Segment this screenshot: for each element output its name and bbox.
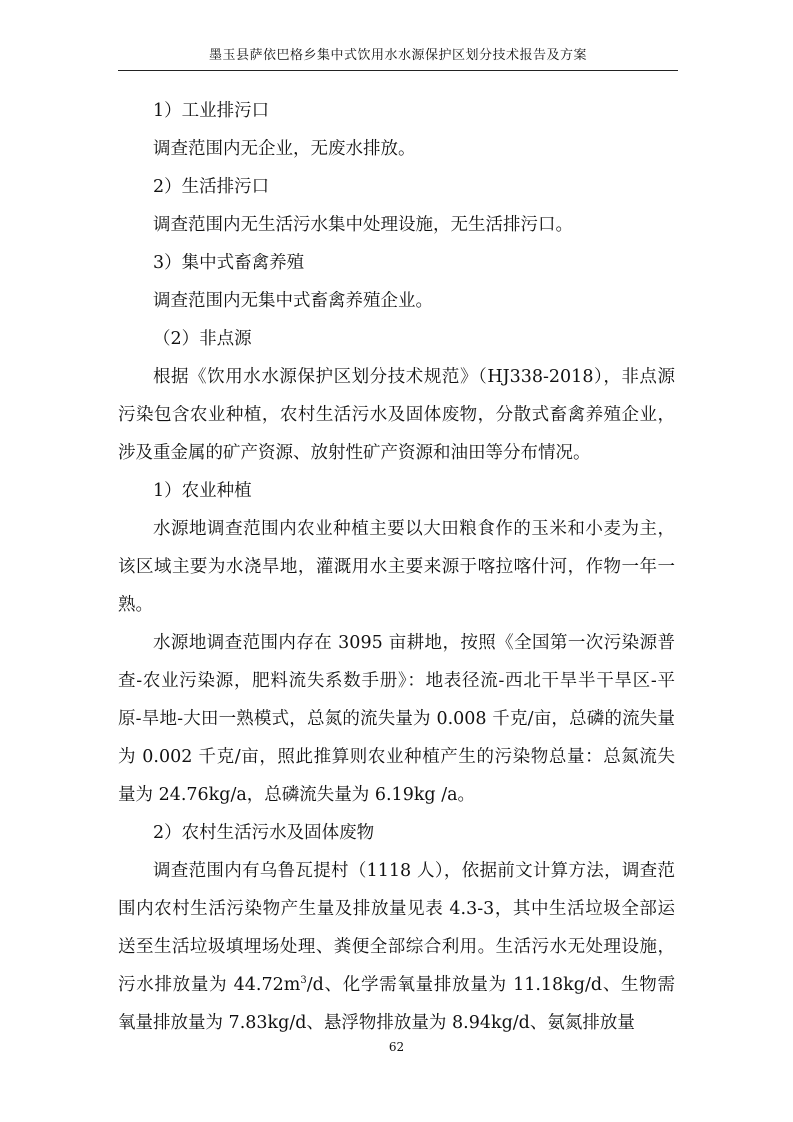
heading-rural-sewage: 2）农村生活污水及固体废物 [153,823,375,843]
heading-domestic-outfall: 2）生活排污口 [153,177,270,197]
header-rule [118,70,678,71]
page-number: 62 [388,1040,405,1054]
text-run: /d、化学需氧量排放量为 11.18kg/d、生物需氧量排放量为 7.83kg/d、悬浮物排放量为 8.94kg/d、氨氮排放量 [118,975,675,1033]
body-text [118,92,675,1042]
paragraph: 调查范围内无生活污水集中处理设施，无生活排污口。 [153,215,573,235]
paragraph: 调查范围内无企业，无废水排放。 [153,139,416,159]
paragraph: 根据《饮用水水源保护区划分技术规范》（HJ338-2018），非点源污染包含农业种植，农村生活污水及固体废物，分散式畜禽养殖企业，涉及重金属的矿产资源、放射性矿产资源和油田等分布情况。 [118,367,675,463]
heading-agriculture: 1）农业种植 [153,481,252,501]
superscript: 3 [300,975,307,987]
heading-livestock: 3）集中式畜禽养殖 [153,253,305,273]
running-header: 墨玉县萨依巴格乡集中式饮用水水源保护区划分技术报告及方案 [208,48,587,63]
paragraph: 水源地调查范围内存在 3095 亩耕地，按照《全国第一次污染源普查-农业污染源，肥料流失系数手册》：地表径流-西北干旱半干旱区-平原-旱地-大田一熟模式，总氮的流失量为 0.008 千克/亩，总磷的流失量为 0.002 千克/亩，照此推算则农业种植产生的污染物总量：总氮流失量为 24.76kg/a，总磷流失量为 6.19kg /a。 [118,633,675,805]
paragraph-rural-sewage [118,852,675,1042]
paragraph: 水源地调查范围内农业种植主要以大田粮食作的玉米和小麦为主，该区域主要为水浇旱地，灌溉用水主要来源于喀拉喀什河，作物一年一熟。 [118,519,675,615]
paragraph: 调查范围内无集中式畜禽养殖企业。 [153,291,433,311]
text-run: 调查范围内有乌鲁瓦提村（1118 人），依据前文计算方法，调查范围内农村生活污染物产生量及排放量见表 4.3-3，其中生活垃圾全部运送至生活垃圾填埋场处理、粪便全部综合利用。生活污水无处理设施，污水排放量为 44.72m [118,861,675,995]
heading-industrial-outfall: 1）工业排污口 [153,101,270,121]
heading-nonpoint-source: （2）非点源 [153,329,252,349]
